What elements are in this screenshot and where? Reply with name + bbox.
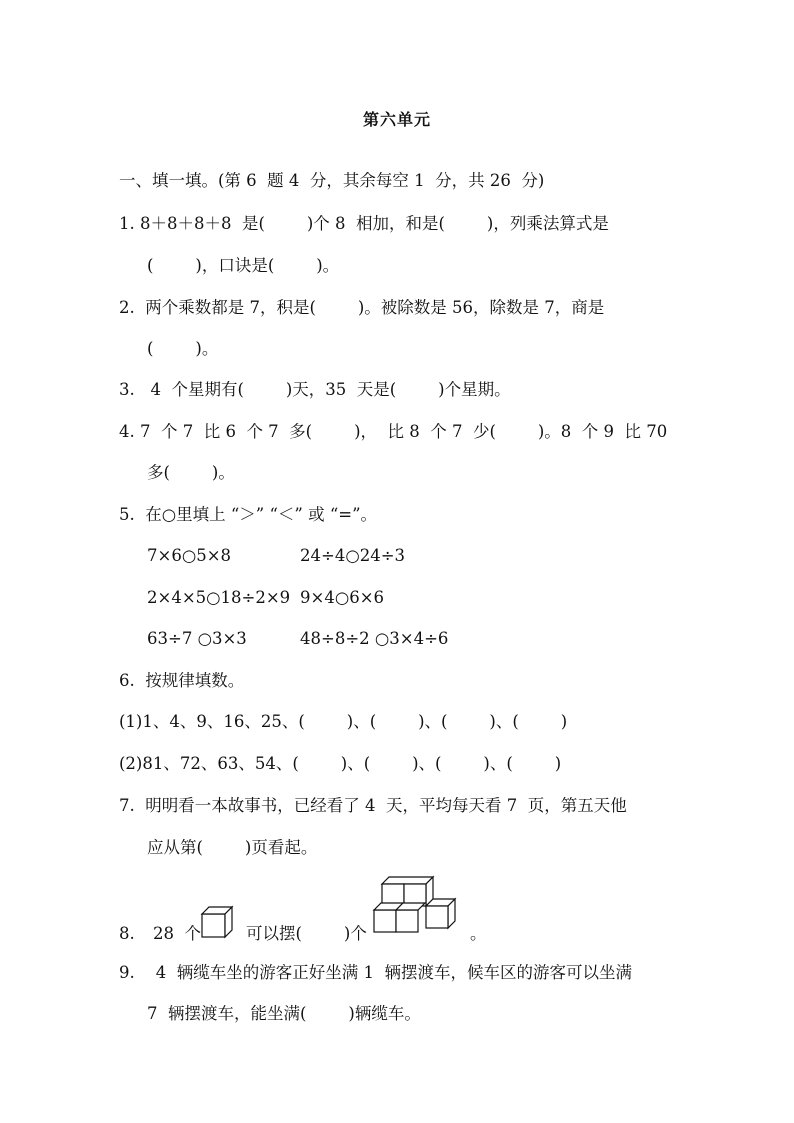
question-8-text-2: 可以摆( )个 <box>246 924 367 943</box>
question-1-line-1: 1. 8＋8＋8＋8 是( )个 8 相加，和是( )，列乘法算式是 <box>119 214 609 233</box>
question-7-line-1: 7. 明明看一本故事书，已经看了 4 天，平均每天看 7 页，第五天他 <box>119 796 627 815</box>
question-5-item: 9×4○6×6 <box>300 588 385 607</box>
question-5-item: 48÷8÷2 ○3×4÷6 <box>300 629 449 648</box>
question-2-line-2: ( )。 <box>147 339 219 358</box>
page-title: 第六单元 <box>362 110 431 129</box>
question-5-item: 7×6○5×8 <box>147 546 232 565</box>
question-8-number: 8. <box>119 924 135 943</box>
question-8-end: 。 <box>470 924 487 943</box>
question-6-stem: 6. 按规律填数。 <box>119 671 245 690</box>
stacked-cubes-icon <box>372 874 460 936</box>
question-5-item: 2×4×5○18÷2×9 <box>147 588 291 607</box>
question-7-line-2: 应从第( )页看起。 <box>147 838 318 857</box>
question-5-item: 24÷4○24÷3 <box>300 546 406 565</box>
question-3: 3. 4 个星期有( )天，35 天是( )个星期。 <box>119 380 511 399</box>
question-6-sequence-2: (2)81、72、63、54、( )、( )、( )、( ) <box>119 754 562 773</box>
question-5-item: 63÷7 ○3×3 <box>147 629 247 648</box>
question-5-stem: 5. 在○里填上 “＞” “＜” 或 “=”。 <box>119 505 378 524</box>
question-9-line-2: 7 辆摆渡车，能坐满( )辆缆车。 <box>147 1004 421 1023</box>
question-8-text-1: 28 个 <box>153 924 201 943</box>
section-heading: 一、填一填。(第 6 题 4 分，其余每空 1 分，共 26 分) <box>119 171 545 190</box>
question-2-line-1: 2. 两个乘数都是 7，积是( )。被除数是 56，除数是 7，商是 <box>119 298 605 317</box>
question-9-line-1: 9. 4 辆缆车坐的游客正好坐满 1 辆摆渡车，候车区的游客可以坐满 <box>119 963 632 982</box>
question-4-line-1: 4. 7 个 7 比 6 个 7 多( )， 比 8 个 7 少( )。8 个 9 比 70 <box>119 422 668 441</box>
question-4-line-2: 多( )。 <box>147 463 235 482</box>
question-1-line-2: ( )，口诀是( )。 <box>147 256 340 275</box>
question-6-sequence-1: (1)1、4、9、16、25、( )、( )、( )、( ) <box>119 712 568 731</box>
single-cube-icon <box>200 905 236 939</box>
